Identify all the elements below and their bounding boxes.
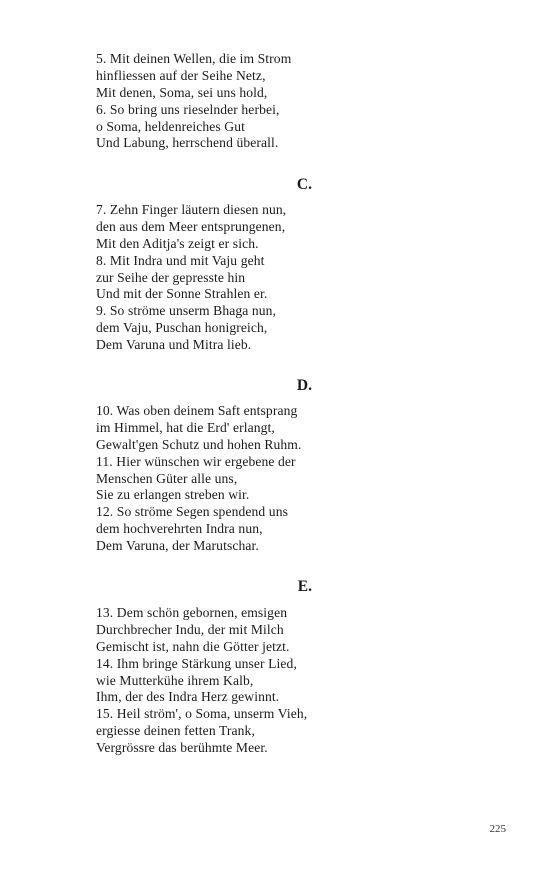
stanza-block-e <box>96 605 456 757</box>
verse-line: Und mit der Sonne Strahlen er. <box>96 286 268 302</box>
verse-line: o Soma, heldenreiches Gut <box>96 118 245 134</box>
verse-line: 6. So bring uns rieselnder herbei, <box>96 101 280 117</box>
verse-line: Vergrössre das berühmte Meer. <box>96 740 268 756</box>
section-heading-c: C. <box>296 176 312 193</box>
verse-line: 13. Dem schön gebornen, emsigen <box>96 605 288 620</box>
stanza-block-c <box>96 202 456 354</box>
page-number: 225 <box>489 823 506 835</box>
verse-line: 12. So ströme Segen spendend uns <box>96 504 288 520</box>
verse-line: Ihm, der des Indra Herz gewinnt. <box>96 689 280 705</box>
verse-line: Und Labung, herrschend überall. <box>96 135 279 151</box>
verse-line: wie Mutterkühe ihrem Kalb, <box>96 672 254 688</box>
verse-line: im Himmel, hat die Erd' erlangt, <box>96 419 275 435</box>
verse-line: 10. Was oben deinem Saft entsprang <box>96 403 298 418</box>
verse-line: 8. Mit Indra und mit Vaju geht <box>96 252 265 268</box>
verse-line: 14. Ihm bringe Stärkung unser Lied, <box>96 655 297 671</box>
verse-line: Durchbrecher Indu, der mit Milch <box>96 621 284 637</box>
verse-line: 15. Heil ström', o Soma, unserm Vieh, <box>96 706 308 722</box>
stanza-block-d <box>96 403 456 555</box>
verse-line: hinfliessen auf der Seihe Netz, <box>96 67 266 83</box>
verse-line: zur Seihe der gepresste hin <box>96 269 246 285</box>
verse-line: Gewalt'gen Schutz und hohen Ruhm. <box>96 436 302 452</box>
verse-line: Gemischt ist, nahn die Götter jetzt. <box>96 638 290 654</box>
section-heading-d: D. <box>296 377 312 394</box>
verse-line: Sie zu erlangen streben wir. <box>96 487 250 503</box>
verse-line: Mit den Aditja's zeigt er sich. <box>96 235 259 251</box>
verse-line: ergiesse deinen fetten Trank, <box>96 723 255 739</box>
verse-line: Menschen Güter alle uns, <box>96 470 238 486</box>
verse-line: 9. So ströme unserm Bhaga nun, <box>96 303 277 319</box>
verse-line: den aus dem Meer entsprungenen, <box>96 218 286 234</box>
verse-line: 5. Mit deinen Wellen, die im Strom <box>96 51 292 66</box>
verse-line: Dem Varuna und Mitra lieb. <box>96 337 252 353</box>
section-heading-e: E. <box>297 578 312 595</box>
verse-line: Mit denen, Soma, sei uns hold, <box>96 84 268 100</box>
stanza-block-1 <box>96 51 456 152</box>
verse-line: 11. Hier wünschen wir ergebene der <box>96 453 296 469</box>
verse-line: dem Vaju, Puschan honigreich, <box>96 320 268 336</box>
verse-line: Dem Varuna, der Marutschar. <box>96 538 259 554</box>
verse-line: dem hochverehrten Indra nun, <box>96 521 263 537</box>
verse-line: 7. Zehn Finger läutern diesen nun, <box>96 202 287 217</box>
